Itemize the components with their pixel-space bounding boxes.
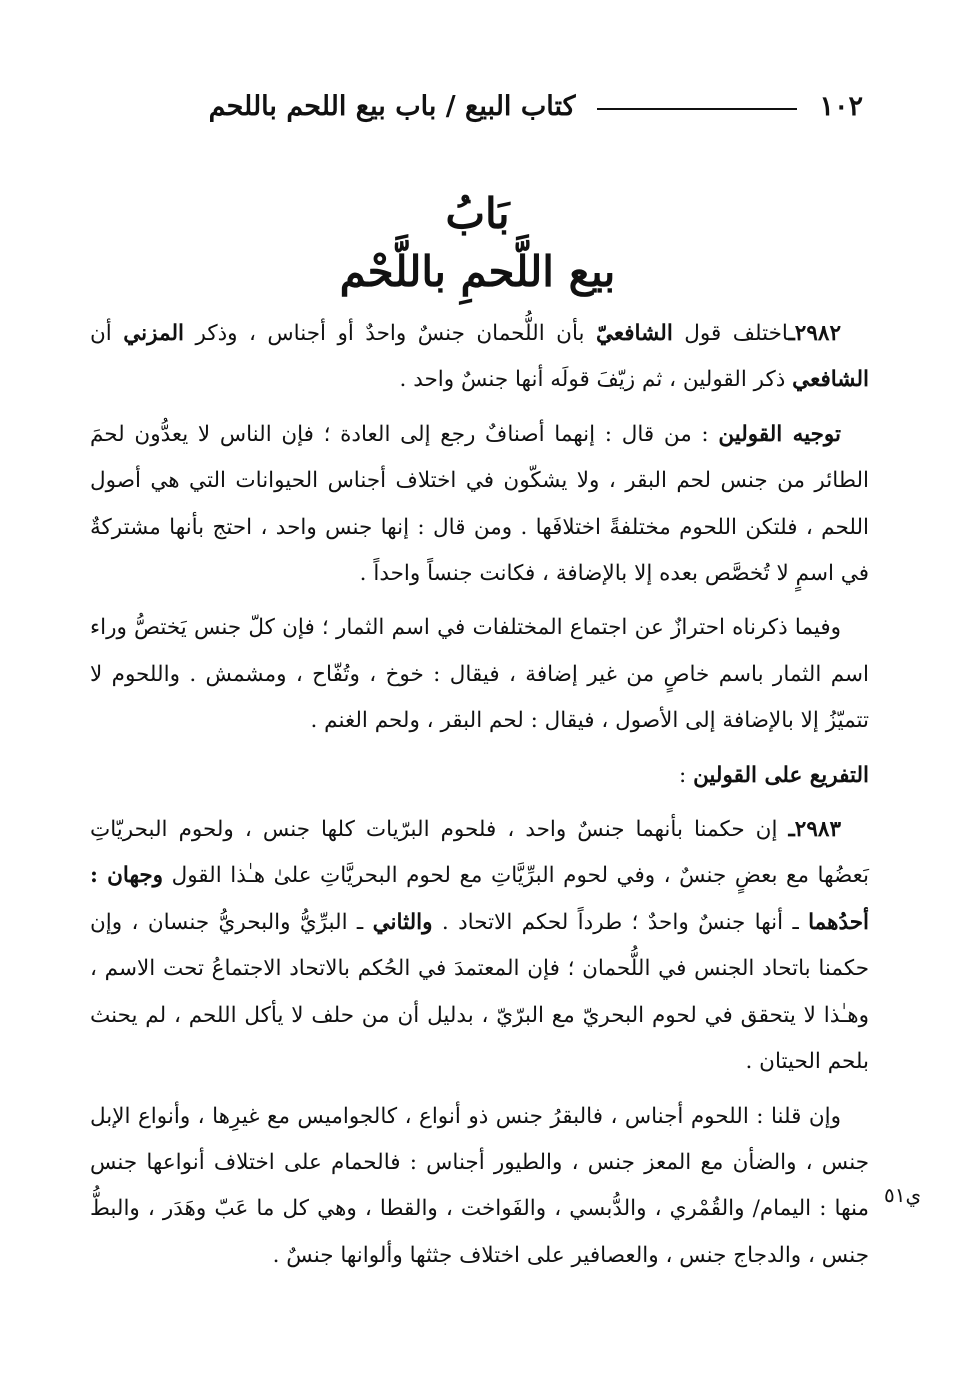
paragraph-text: بأن اللُّحمان جنسٌ واحدٌ أو أجناس ، وذكر xyxy=(183,321,596,346)
paragraph-text: وإن قلنا : اللحوم أجناس ، فالبقرُ جنس ذو أنواع ، كالجواميس مع غيرِها ، وأنواع الإبل جنس ، والضأن مع المعز جنس ، والطيور أجناس : فالحمام على اختلاف أنواعها جنس منها : اليمام/ والقُمْري ، والدُّبسي ، والفَواخت ، والقطا ، وهي كل ما عَبّ وهَدَر ، والبطُّ جنس ، والدجاج جنس ، والعصافير على اختلاف جثثها وألوانها جنسٌ . xyxy=(90,1103,869,1268)
scholar-name: المزني xyxy=(123,321,184,346)
chapter-label: بَابُ xyxy=(445,189,510,238)
paragraph-text: : xyxy=(678,762,694,788)
scholar-name: الشافعيّ xyxy=(595,321,673,346)
running-header xyxy=(92,84,863,128)
paragraph-two-views xyxy=(90,412,869,598)
body-text xyxy=(90,311,869,1287)
issue-number: ٢٩٨٢ـ xyxy=(788,321,841,346)
paragraph-text: ـ أنها جنسٌ واحدٌ ؛ طرداً لحكم الاتحاد . xyxy=(432,909,809,935)
paragraph-text: : من قال : إنهما أصنافٌ رجع إلى العادة ؛ فإن الناس لا يعدُّون لحمَ الطائر من جنس لحم البقر ، ولا يشكّون في اختلاف أجناس الحيوانات التي هي أصول اللحم ، فلتكن اللحوم مختلفةً اختلافَها . ومن قال : إنها جنس واحد ، احتج بأنها مشتركةٌ في اسمٍ لا تُخصَّص بعده إلا بالإضافة ، فكانت جنساً واحداً . xyxy=(90,421,869,587)
running-title: كتاب البيع / باب بيع اللحم باللحم xyxy=(208,90,576,122)
paragraph-fruits xyxy=(90,605,869,744)
paragraph-text: أن xyxy=(90,321,124,346)
chapter-heading xyxy=(92,185,863,301)
paragraph-text: وفيما ذكرناه احترازٌ عن اجتماع المختلفات في اسم الثمار ؛ فإن كلّ جنس يَختصُّ وراء اسم الثمار باسم خاصٍ من غير إضافة ، فيقال : خوخ ، وتُفّاح ، ومشمش . واللحوم لا تتميّزُ إلا بالإضافة إلى الأصول ، فيقال : لحم البقر ، ولحم الغنم . xyxy=(90,615,869,734)
subheading-branches xyxy=(90,753,869,799)
chapter-title: بيع اللَّحمِ باللَّحْم xyxy=(339,247,616,296)
header-rule xyxy=(597,108,797,110)
paragraph-2982 xyxy=(90,311,869,404)
paragraph-genera xyxy=(90,1094,869,1280)
paragraph-text: ـ البرِّيُّ والبحريُّ جنسان ، وإن حكمنا باتحاد الجنس في اللُّحمان ؛ فإن المعتمدَ في الحُكم بالاتحاد الاجتماعُ تحت الاسم ، وهـٰذا لا يتحقق في لحوم البحريّ مع البرّيّ ، بدليل أن من حلف لا يأكل اللحم ، لم يحنث بلحم الحيتان . xyxy=(90,909,869,1075)
section-label: وجهان : أحدُهما xyxy=(90,863,869,935)
paragraph-text: ذكر القولين ، ثم زيّفَ قولَه أنها جنسٌ واحد . xyxy=(399,367,793,393)
paragraph-2983 xyxy=(90,807,869,1085)
scholar-name: الشافعي xyxy=(792,367,869,393)
section-label: والثاني xyxy=(372,909,433,935)
margin-note: ي٥١ xyxy=(884,1183,922,1207)
paragraph-text: اختلف قول xyxy=(672,321,789,346)
page-number: ١٠٢ xyxy=(819,90,863,122)
issue-number: ٢٩٨٣ـ xyxy=(788,817,841,843)
section-label: توجيه القولين xyxy=(718,421,841,447)
section-label: التفريع على القولين xyxy=(693,762,869,788)
paragraph-text: إن حكمنا بأنهما جنسٌ واحد ، فلحوم البرّيات كلها جنس ، ولحوم البحريّاتِ بَعضُها مع بعضٍ جنسٌ ، وفي لحوم البرِّيَّاتِ مع لحوم البحريَّاتِ علىٰ هـٰذا القول xyxy=(90,817,869,889)
